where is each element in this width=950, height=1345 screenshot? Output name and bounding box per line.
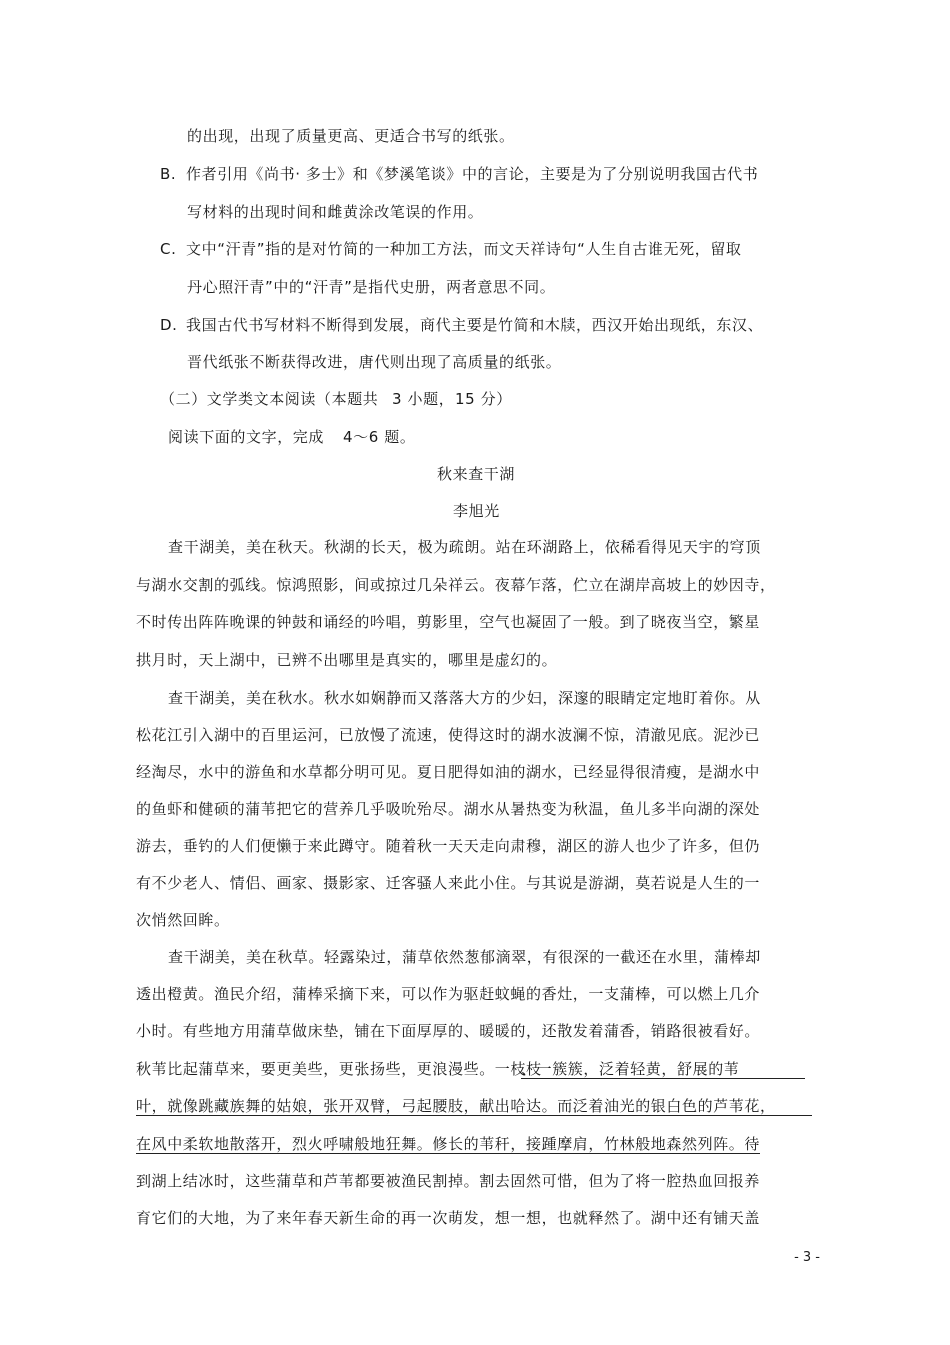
section-heading-part2: 3 小题，: [392, 390, 455, 408]
option-d-line2: 晋代纸张不断获得改进，唐代则出现了高质量的纸张。: [187, 353, 562, 371]
instruction-part1: 阅读下面的文字，完成: [168, 428, 325, 446]
paragraph-line-underlined: 在风中柔软地散落开，烈火呼啸般地狂舞。修长的苇秆，接踵摩肩，竹林般地森然列阵。待: [136, 1135, 761, 1153]
section-heading-part1: （二）文学类文本阅读（本题共: [160, 390, 379, 408]
option-d-line1: 我国古代书写材料不断得到发展，商代主要是竹简和木牍，西汉开始出现纸，东汉、: [186, 316, 764, 334]
paragraph-line: 拱月时，天上湖中，已辨不出哪里是真实的，哪里是虚幻的。: [136, 651, 558, 669]
paragraph-line: 游去，垂钓的人们便懒于来此蹲守。随着秋一天天走向肃穆，湖区的游人也少了许多，但仍: [136, 837, 761, 855]
option-b-label: B.: [160, 165, 177, 183]
paragraph-line-plain-part: 秋苇比起蒲草来，要更美些，更张扬些，更浪漫些。一枝枝: [136, 1060, 542, 1078]
paragraph-line: 有不少老人、情侣、画家、摄影家、迁客骚人来此小住。与其说是游湖，莫若说是人生的一: [136, 874, 761, 892]
paragraph-line-underlined-part: 、一簇簇，泛着轻黄，舒展的苇: [521, 1060, 740, 1078]
paragraph-line: 查干湖美，美在秋草。轻露染过，蒲草依然葱郁滴翠，有很深的一截还在水里，蒲棒却: [168, 948, 761, 966]
underline-rule: [136, 1115, 812, 1116]
option-b-line2: 写材料的出现时间和雌黄涂改笔误的作用。: [187, 203, 484, 221]
option-a-continued: 的出现，出现了质量更高、更适合书写的纸张。: [187, 127, 515, 145]
paragraph-line: 松花江引入湖中的百里运河，已放慢了流速，使得这时的湖水波澜不惊，清澈见底。泥沙已: [136, 726, 761, 744]
option-c-line1: 文中“汗青”指的是对竹简的一种加工方法，而文天祥诗句“人生自古谁无死，留取: [186, 240, 742, 258]
paragraph-line: 与湖水交割的弧线。惊鸿照影，间或掠过几朵祥云。夜幕乍落，伫立在湖岸高坡上的妙因寺，: [136, 576, 776, 594]
instruction-part2: 4～6 题。: [343, 428, 416, 446]
paragraph-line: 不时传出阵阵晚课的钟鼓和诵经的吟唱，剪影里，空气也凝固了一般。到了晓夜当空，繁星: [136, 613, 761, 631]
article-title: 秋来查干湖: [437, 465, 516, 483]
underline-rule: [136, 1153, 760, 1154]
section-heading-part3: 15 分）: [455, 390, 512, 408]
page-number: - 3 -: [794, 1250, 820, 1265]
option-c-line2: 丹心照汗青”中的“汗青”是指代史册，两者意思不同。: [187, 278, 556, 296]
paragraph-line: 到湖上结冰时，这些蒲草和芦苇都要被渔民割掉。割去固然可惜，但为了将一腔热血回报养: [136, 1172, 761, 1190]
paragraph-line: 经淘尽，水中的游鱼和水草都分明可见。夏日肥得如油的湖水，已经显得很清瘦，是湖水中: [136, 763, 761, 781]
paragraph-line: 查干湖美，美在秋天。秋湖的长天，极为疏朗。站在环湖路上，依稀看得见天宇的穹顶: [168, 538, 761, 556]
option-d-label: D.: [160, 316, 178, 334]
option-b-line1: 作者引用《尚书· 多士》和《梦溪笔谈》中的言论，主要是为了分别说明我国古代书: [186, 165, 759, 183]
paragraph-line: 次悄然回眸。: [136, 911, 230, 929]
article-author: 李旭光: [453, 502, 500, 520]
option-c-label: C.: [160, 240, 177, 258]
paragraph-line: 透出橙黄。渔民介绍，蒲棒采摘下来，可以作为驱赶蚊蝇的香灶，一支蒲棒，可以燃上几介: [136, 985, 761, 1003]
paragraph-line: 的鱼虾和健硕的蒲苇把它的营养几乎吸吮殆尽。湖水从暑热变为秋温，鱼儿多半向湖的深处: [136, 800, 761, 818]
paragraph-line: 育它们的大地，为了来年春天新生命的再一次萌发，想一想，也就释然了。湖中还有铺天盖: [136, 1209, 761, 1227]
paragraph-line-underlined: 叶，就像跳藏族舞的姑娘，张开双臂，弓起腰肢，献出哈达。而泛着油光的银白色的芦苇花，: [136, 1097, 776, 1115]
paragraph-line: 查干湖美，美在秋水。秋水如娴静而又落落大方的少妇，深邃的眼睛定定地盯着你。从: [168, 689, 761, 707]
paragraph-line: 小时。有些地方用蒲草做床垫，铺在下面厚厚的、暖暖的，还散发着蒲香，销路很被看好。: [136, 1022, 761, 1040]
underline-rule: [521, 1078, 805, 1079]
